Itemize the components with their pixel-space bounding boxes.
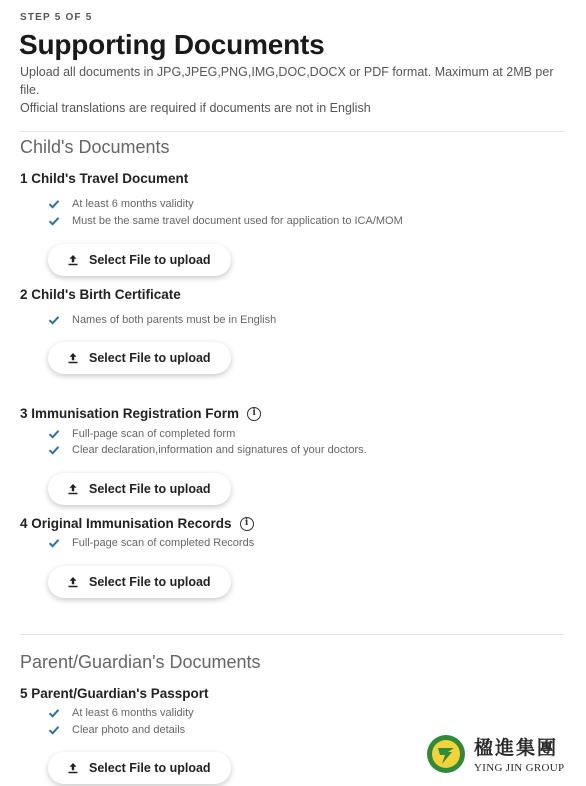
requirement-item [48, 196, 194, 212]
select-file-button-travel-document[interactable] [48, 244, 231, 276]
upload-icon [67, 483, 79, 495]
check-icon [48, 215, 60, 227]
divider [20, 131, 564, 132]
doc-title-birth-certificate [20, 287, 181, 302]
requirement-item [48, 705, 194, 721]
check-icon [48, 428, 60, 440]
logo-emblem-icon [426, 734, 466, 774]
info-icon[interactable]: i [247, 407, 261, 421]
requirement-item [48, 442, 367, 458]
logo-text-en: YING JIN GROUP [474, 762, 565, 774]
button-label: Select File to upload [89, 575, 211, 589]
doc-title-travel-document [20, 171, 188, 186]
doc-title-immunisation-form [20, 406, 261, 421]
requirement-text: Full-page scan of completed Records [72, 537, 255, 549]
upload-icon [67, 762, 79, 774]
check-icon [48, 707, 60, 719]
doc-title-parent-passport [20, 686, 209, 701]
doc-title-text: 5 Parent/Guardian's Passport [20, 686, 209, 701]
page-intro [20, 63, 560, 117]
doc-title-immunisation-records [20, 516, 254, 531]
step-indicator: STEP 5 OF 5 [20, 12, 93, 23]
check-icon [48, 724, 60, 736]
requirement-item [48, 535, 254, 551]
doc-title-text: 1 Child's Travel Document [20, 171, 189, 186]
check-icon [48, 198, 60, 210]
check-icon [48, 314, 60, 326]
upload-icon [67, 576, 79, 588]
doc-title-text: 3 Immunisation Registration Form [20, 406, 240, 421]
requirement-text: Must be the same travel document used for application to ICA/MOM [72, 215, 403, 227]
select-file-button-immunisation-form[interactable] [48, 473, 231, 505]
requirement-text: Names of both parents must be in English [72, 314, 277, 326]
requirement-item [48, 312, 276, 328]
divider [20, 634, 564, 635]
page-title: Supporting Documents [19, 29, 325, 60]
requirement-item [48, 722, 185, 738]
intro-translation-text: Official translations are required if documents are not in English [20, 101, 371, 115]
section-title-child: Child's Documents [20, 137, 170, 157]
section-title-parent: Parent/Guardian's Documents [20, 652, 261, 672]
doc-title-text: 4 Original Immunisation Records [20, 516, 232, 531]
requirement-text: Full-page scan of completed form [72, 428, 236, 440]
button-label: Select File to upload [89, 761, 211, 775]
watermark-logo [426, 733, 564, 774]
requirement-text: Clear photo and details [72, 724, 186, 736]
upload-icon [67, 254, 79, 266]
intro-format-text: Upload all documents in JPG,JPEG,PNG,IMG,DOC,DOCX or PDF format. Maximum at 2MB per file. [20, 65, 554, 97]
upload-icon [67, 352, 79, 364]
logo-text [474, 733, 564, 774]
select-file-button-birth-certificate[interactable] [48, 342, 231, 374]
select-file-button-immunisation-records[interactable] [48, 566, 231, 598]
requirement-item [48, 213, 403, 229]
check-icon [48, 444, 60, 456]
requirement-item [48, 426, 235, 442]
doc-title-text: 2 Child's Birth Certificate [20, 287, 181, 302]
logo-text-cn: 楹進集團 [474, 737, 559, 759]
button-label: Select File to upload [89, 351, 211, 365]
button-label: Select File to upload [89, 482, 211, 496]
info-icon[interactable]: i [240, 517, 254, 531]
check-icon [48, 537, 60, 549]
button-label: Select File to upload [89, 253, 211, 267]
requirement-text: At least 6 months validity [72, 198, 194, 210]
select-file-button-parent-passport[interactable] [48, 752, 231, 784]
requirement-text: At least 6 months validity [72, 707, 194, 719]
requirement-text: Clear declaration,information and signatures of your doctors. [72, 444, 367, 456]
